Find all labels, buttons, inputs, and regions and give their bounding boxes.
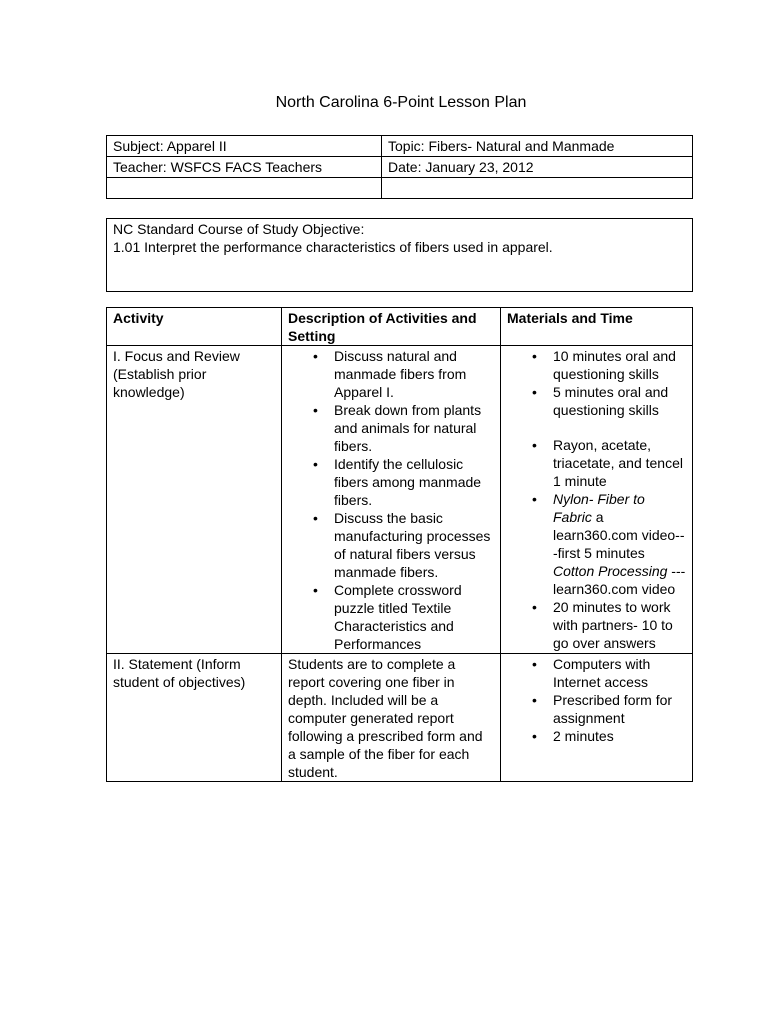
video-text: ---learn360.com video [553, 563, 686, 597]
list-item: • Rayon, acetate, triacetate, and tencel 1 minute [507, 436, 686, 490]
list-item: • Break down from plants and animals for natural fibers. [288, 401, 494, 455]
materials-list [507, 347, 686, 419]
video-title: Nylon- Fiber to Fabric [553, 491, 645, 525]
list-item: • Discuss the basic manufacturing processes of natural fibers versus manmade fibers. [288, 509, 494, 581]
list-item: • Computers with Internet access [507, 655, 686, 691]
topic-cell: Topic: Fibers- Natural and Manmade [382, 136, 693, 157]
list-item: • Identify the cellulosic fibers among manmade fibers. [288, 455, 494, 509]
subject-cell: Subject: Apparel II [107, 136, 382, 157]
list-item: • 5 minutes oral and questioning skills [507, 383, 686, 419]
empty-cell [382, 178, 693, 199]
list-item: • Prescribed form for assignment [507, 691, 686, 727]
description-list [288, 347, 494, 653]
date-cell: Date: January 23, 2012 [382, 157, 693, 178]
header-activity: Activity [107, 308, 282, 346]
video-title: Cotton Processing [553, 563, 668, 579]
list-item: • Discuss natural and manmade fibers from Apparel I. [288, 347, 494, 401]
objective-cell [107, 219, 693, 292]
list-item: • Complete crossword puzzle titled Textile Characteristics and Performances [288, 581, 494, 653]
materials-cell [501, 654, 693, 782]
materials-list [507, 436, 686, 652]
objective-heading: NC Standard Course of Study Objective: [113, 221, 365, 237]
list-item: • 2 minutes [507, 727, 686, 745]
lesson-plan-table [106, 307, 693, 782]
table-row [107, 346, 693, 654]
objective-table [106, 218, 693, 292]
video-text: a learn360.com video---first 5 minutes [553, 509, 685, 561]
list-item: • 10 minutes oral and questioning skills [507, 347, 686, 383]
materials-cell [501, 346, 693, 654]
list-item: • 20 minutes to work with partners- 10 to go over answers [507, 598, 686, 652]
header-description: Description of Activities and Setting [282, 308, 501, 346]
lesson-info-table [106, 135, 693, 199]
teacher-cell: Teacher: WSFCS FACS Teachers [107, 157, 382, 178]
objective-text: 1.01 Interpret the performance characteristics of fibers used in apparel. [113, 239, 553, 255]
table-row [107, 654, 693, 782]
spacer [507, 419, 686, 436]
list-item [507, 490, 686, 598]
description-cell [282, 346, 501, 654]
materials-list [507, 655, 686, 745]
header-materials: Materials and Time [501, 308, 693, 346]
empty-cell [107, 178, 382, 199]
description-cell: Students are to complete a report covering one fiber in depth. Included will be a computer generated report following a prescribed form and a sample of the fiber for each student. [282, 654, 501, 782]
activity-cell: II. Statement (Inform student of objectives) [107, 654, 282, 782]
document-title: North Carolina 6-Point Lesson Plan [275, 94, 527, 111]
activity-cell: I. Focus and Review (Establish prior knowledge) [107, 346, 282, 654]
